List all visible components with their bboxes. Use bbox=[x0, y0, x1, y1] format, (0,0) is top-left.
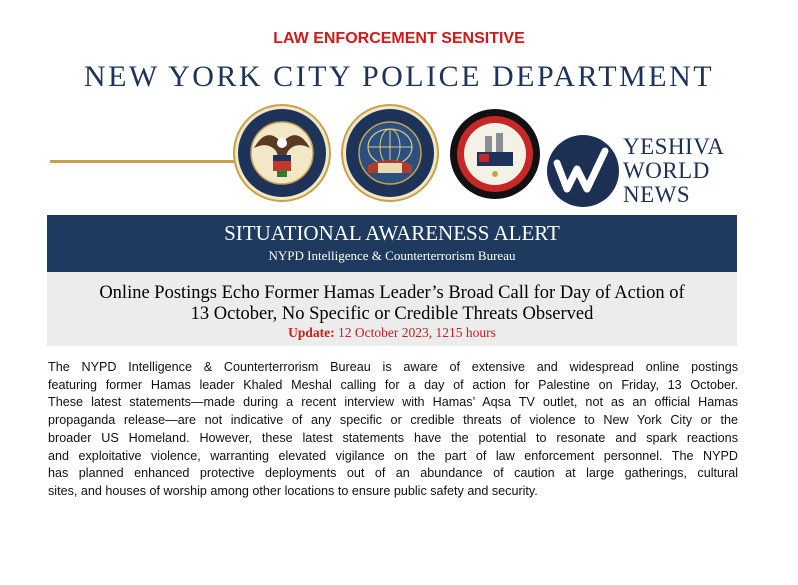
body-line: propaganda release—are not indicative of any specific or credible threats of violence to New York City or the bbox=[48, 413, 738, 428]
alert-banner bbox=[47, 215, 737, 272]
headline-line-1: Online Postings Echo Former Hamas Leader’s Broad Call for Day of Action of bbox=[99, 283, 685, 303]
headline-box bbox=[47, 272, 737, 346]
banner-subtitle: NYPD Intelligence & Counterterrorism Bureau bbox=[268, 248, 516, 263]
watermark-line-2: WORLD bbox=[623, 158, 710, 183]
body-line: broader US Homeland. However, these latest statements have the potential to resonate and spark reactions bbox=[48, 430, 738, 445]
department-title: NEW YORK CITY POLICE DEPARTMENT bbox=[83, 60, 715, 93]
yeshiva-world-news-logo bbox=[545, 133, 745, 213]
alert-body bbox=[48, 359, 738, 501]
watermark-line-3: NEWS bbox=[623, 182, 691, 207]
body-line: and exploitative violence, warranting elevated vigilance on the part of law enforcement personnel. The NYPD bbox=[48, 448, 738, 463]
intelligence-counterterrorism-bureau-seal-icon bbox=[340, 103, 440, 208]
counterterrorism-division-seal-icon bbox=[449, 108, 541, 205]
update-value: 12 October 2023, 1215 hours bbox=[338, 325, 496, 340]
update-line bbox=[47, 325, 737, 341]
body-line: has planned enhanced protective deployments out of an abundance of caution at large gatherings, cultural bbox=[48, 466, 738, 481]
intelligence-division-seal-icon bbox=[232, 103, 332, 208]
watermark-line-1: YESHIVA bbox=[623, 134, 725, 159]
classification-marking: LAW ENFORCEMENT SENSITIVE bbox=[273, 30, 525, 47]
yeshiva-world-news-icon bbox=[545, 133, 621, 209]
banner-title: SITUATIONAL AWARENESS ALERT bbox=[224, 221, 560, 245]
body-line: sites, and houses of worship among other locations to ensure public safety and security. bbox=[48, 483, 538, 498]
body-line: featuring former Hamas leader Khaled Meshal calling for a day of action for Palestine on Friday, 13 October. bbox=[48, 377, 738, 392]
headline-line-2: 13 October, No Specific or Credible Threats Observed bbox=[190, 304, 594, 324]
update-label: Update: bbox=[288, 325, 335, 340]
body-line: These latest statements—made during a recent interview with Hamas’ Aqsa TV outlet, not as an official Hamas bbox=[48, 395, 738, 410]
body-line: The NYPD Intelligence & Counterterrorism Bureau is aware of extensive and widespread online postings bbox=[48, 360, 738, 374]
